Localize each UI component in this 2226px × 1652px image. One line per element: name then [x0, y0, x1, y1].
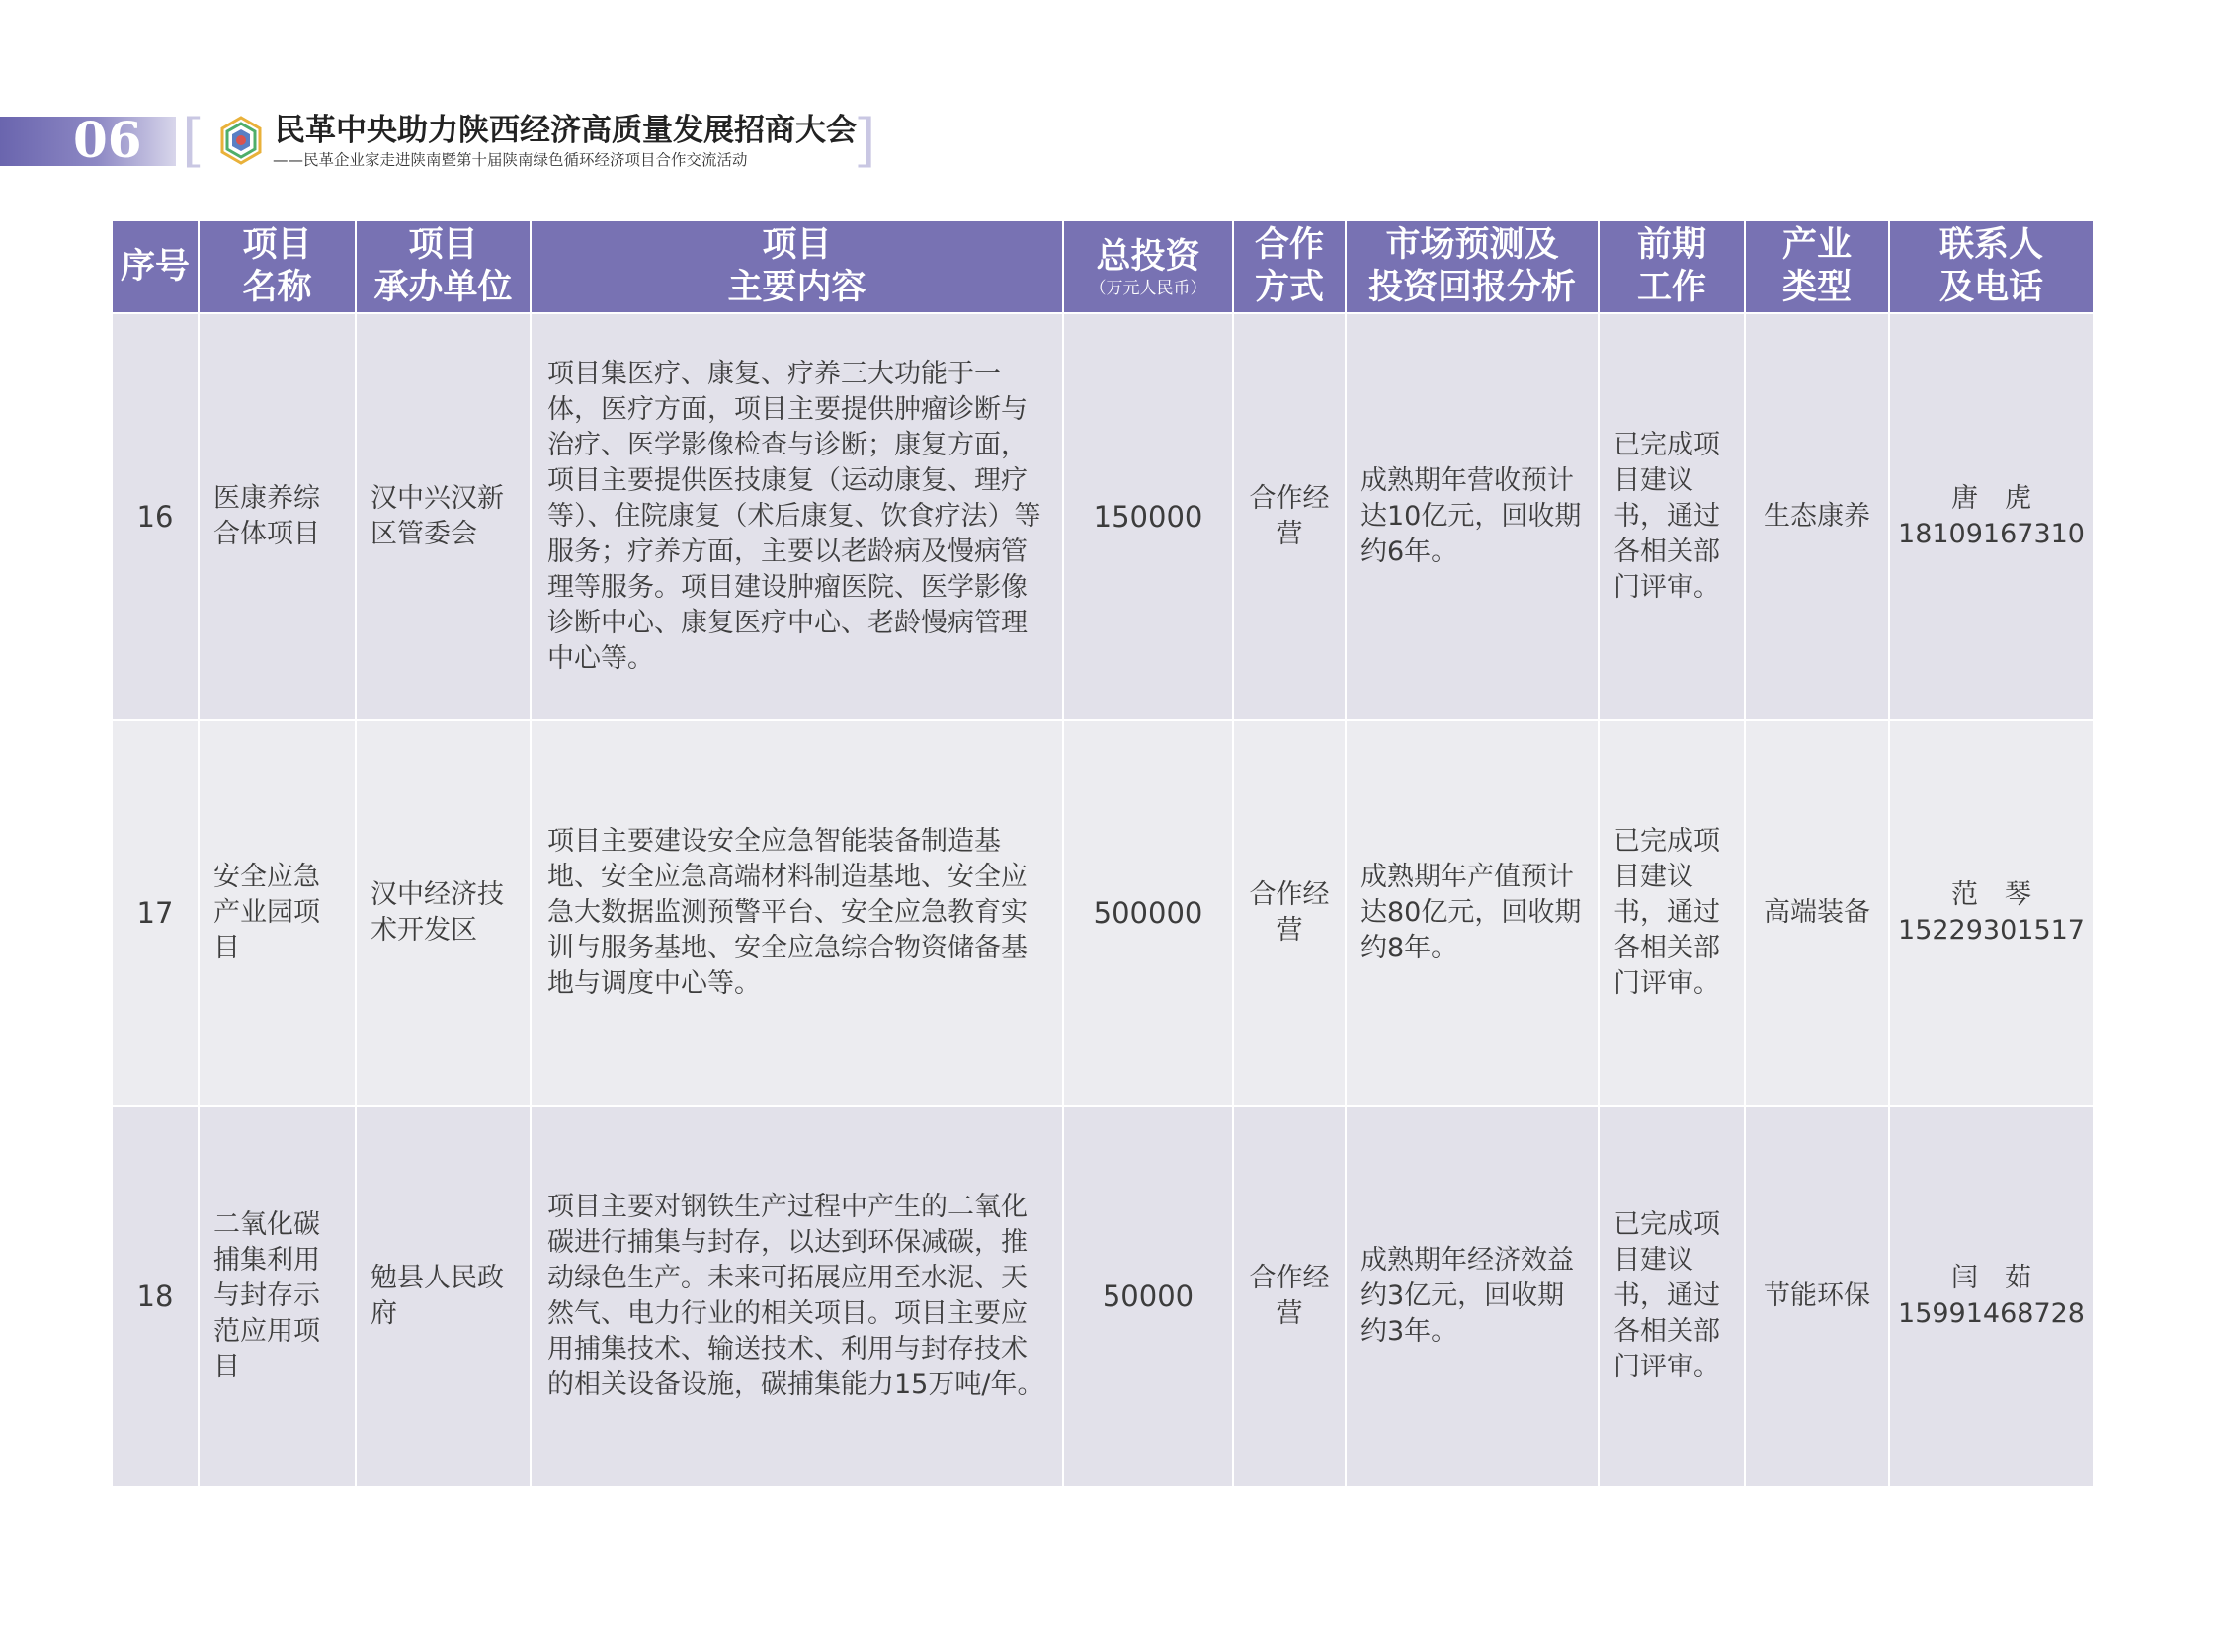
header-contact — [1889, 220, 2094, 313]
title-block — [275, 111, 857, 170]
cell-prework: 已完成项目建议书，通过各相关部门评审。 — [1599, 1106, 1745, 1487]
header-contact-line2: 及电话 — [1938, 268, 2043, 307]
header-content — [531, 220, 1063, 313]
cell-prework: 已完成项目建议书，通过各相关部门评审。 — [1599, 313, 1745, 720]
cell-market: 成熟期年营收预计达10亿元，回收期约6年。 — [1346, 313, 1599, 720]
cell-prework: 已完成项目建议书，通过各相关部门评审。 — [1599, 720, 1745, 1106]
header-prework — [1599, 220, 1745, 313]
cell-industry: 高端装备 — [1745, 720, 1889, 1106]
header-industry-line1: 产业 — [1781, 225, 1852, 265]
header-name — [199, 220, 356, 313]
cell-investment: 150000 — [1063, 313, 1233, 720]
header-content-line2: 主要内容 — [727, 268, 866, 307]
header-investment-note: （万元人民币） — [1089, 278, 1207, 298]
project-table — [111, 219, 2095, 1488]
header-unit-line1: 项目 — [408, 225, 478, 265]
header-prework-line1: 前期 — [1636, 225, 1706, 265]
header-unit — [356, 220, 531, 313]
contact-name: 闫 茹 — [1951, 1263, 2031, 1293]
cell-content: 项目主要建设安全应急智能装备制造基地、安全应急高端材料制造基地、安全应急大数据监测预警平台、安全应急教育实训与服务基地、安全应急综合物资储备基地与调度中心等。 — [531, 720, 1063, 1106]
cell-contact — [1889, 313, 2094, 720]
contact-phone: 15991468728 — [1898, 1298, 2085, 1329]
cell-unit: 汉中经济技术开发区 — [356, 720, 531, 1106]
header-market-line2: 投资回报分析 — [1367, 268, 1576, 307]
table-row — [112, 313, 2094, 720]
header-name-line2: 名称 — [242, 268, 312, 307]
header-investment-label: 总投资 — [1096, 236, 1200, 277]
contact-name: 范 琴 — [1951, 879, 2031, 910]
cell-investment: 50000 — [1063, 1106, 1233, 1487]
event-logo-icon — [215, 115, 267, 166]
contact-phone: 18109167310 — [1898, 519, 2085, 549]
header-no — [112, 220, 199, 313]
cell-investment: 500000 — [1063, 720, 1233, 1106]
cell-name: 医康养综合体项目 — [199, 313, 356, 720]
cell-unit: 汉中兴汉新区管委会 — [356, 313, 531, 720]
cell-mode: 合作经营 — [1233, 1106, 1346, 1487]
header-investment — [1063, 220, 1233, 313]
header-content-line1: 项目 — [762, 225, 832, 265]
contact-phone: 15229301517 — [1898, 915, 2085, 946]
header-mode-line2: 方式 — [1254, 268, 1324, 307]
header-industry-line2: 类型 — [1781, 268, 1852, 307]
cell-unit: 勉县人民政府 — [356, 1106, 531, 1487]
cell-no: 17 — [112, 720, 199, 1106]
cell-market: 成熟期年产值预计达80亿元，回收期约8年。 — [1346, 720, 1599, 1106]
event-title: 民革中央助力陕西经济高质量发展招商大会 — [275, 113, 857, 148]
cell-industry: 生态康养 — [1745, 313, 1889, 720]
header-contact-line1: 联系人 — [1938, 225, 2043, 265]
cell-name: 二氧化碳捕集利用与封存示范应用项目 — [199, 1106, 356, 1487]
cell-name: 安全应急产业园项目 — [199, 720, 356, 1106]
table-row — [112, 720, 2094, 1106]
title-bracket-left: [ — [182, 107, 205, 174]
page-number: 06 — [73, 111, 142, 169]
cell-content: 项目集医疗、康复、疗养三大功能于一体，医疗方面，项目主要提供肿瘤诊断与治疗、医学影像检查与诊断；康复方面，项目主要提供医技康复（运动康复、理疗等）、住院康复（术后康复、饮食疗法）等服务；疗养方面，主要以老龄病及慢病管理等服务。项目建设肿瘤医院、医学影像诊断中心、康复医疗中心、老龄慢病管理中心等。 — [531, 313, 1063, 720]
cell-mode: 合作经营 — [1233, 313, 1346, 720]
cell-contact — [1889, 1106, 2094, 1487]
header-mode — [1233, 220, 1346, 313]
header-industry — [1745, 220, 1889, 313]
table-header-row — [112, 220, 2094, 313]
contact-name: 唐 虎 — [1951, 483, 2031, 514]
cell-mode: 合作经营 — [1233, 720, 1346, 1106]
header-market-line1: 市场预测及 — [1385, 225, 1559, 265]
header-prework-line2: 工作 — [1636, 268, 1706, 307]
title-bracket-right: ] — [854, 107, 876, 174]
cell-market: 成熟期年经济效益约3亿元，回收期约3年。 — [1346, 1106, 1599, 1487]
cell-no: 18 — [112, 1106, 199, 1487]
cell-industry: 节能环保 — [1745, 1106, 1889, 1487]
header-unit-line2: 承办单位 — [373, 268, 513, 307]
table-row — [112, 1106, 2094, 1487]
event-subtitle: ——民革企业家走进陕南暨第十届陕南绿色循环经济项目合作交流活动 — [273, 151, 748, 169]
header-market — [1346, 220, 1599, 313]
cell-no: 16 — [112, 313, 199, 720]
header-mode-line1: 合作 — [1254, 225, 1324, 265]
project-table-wrap — [111, 219, 2095, 1488]
cell-contact — [1889, 720, 2094, 1106]
cell-content: 项目主要对钢铁生产过程中产生的二氧化碳进行捕集与封存，以达到环保减碳，推动绿色生产。未来可拓展应用至水泥、天然气、电力行业的相关项目。项目主要应用捕集技术、输送技术、利用与封存技术的相关设备设施，碳捕集能力15万吨/年。 — [531, 1106, 1063, 1487]
header-no-label: 序号 — [120, 246, 190, 287]
header-name-line1: 项目 — [242, 225, 312, 265]
